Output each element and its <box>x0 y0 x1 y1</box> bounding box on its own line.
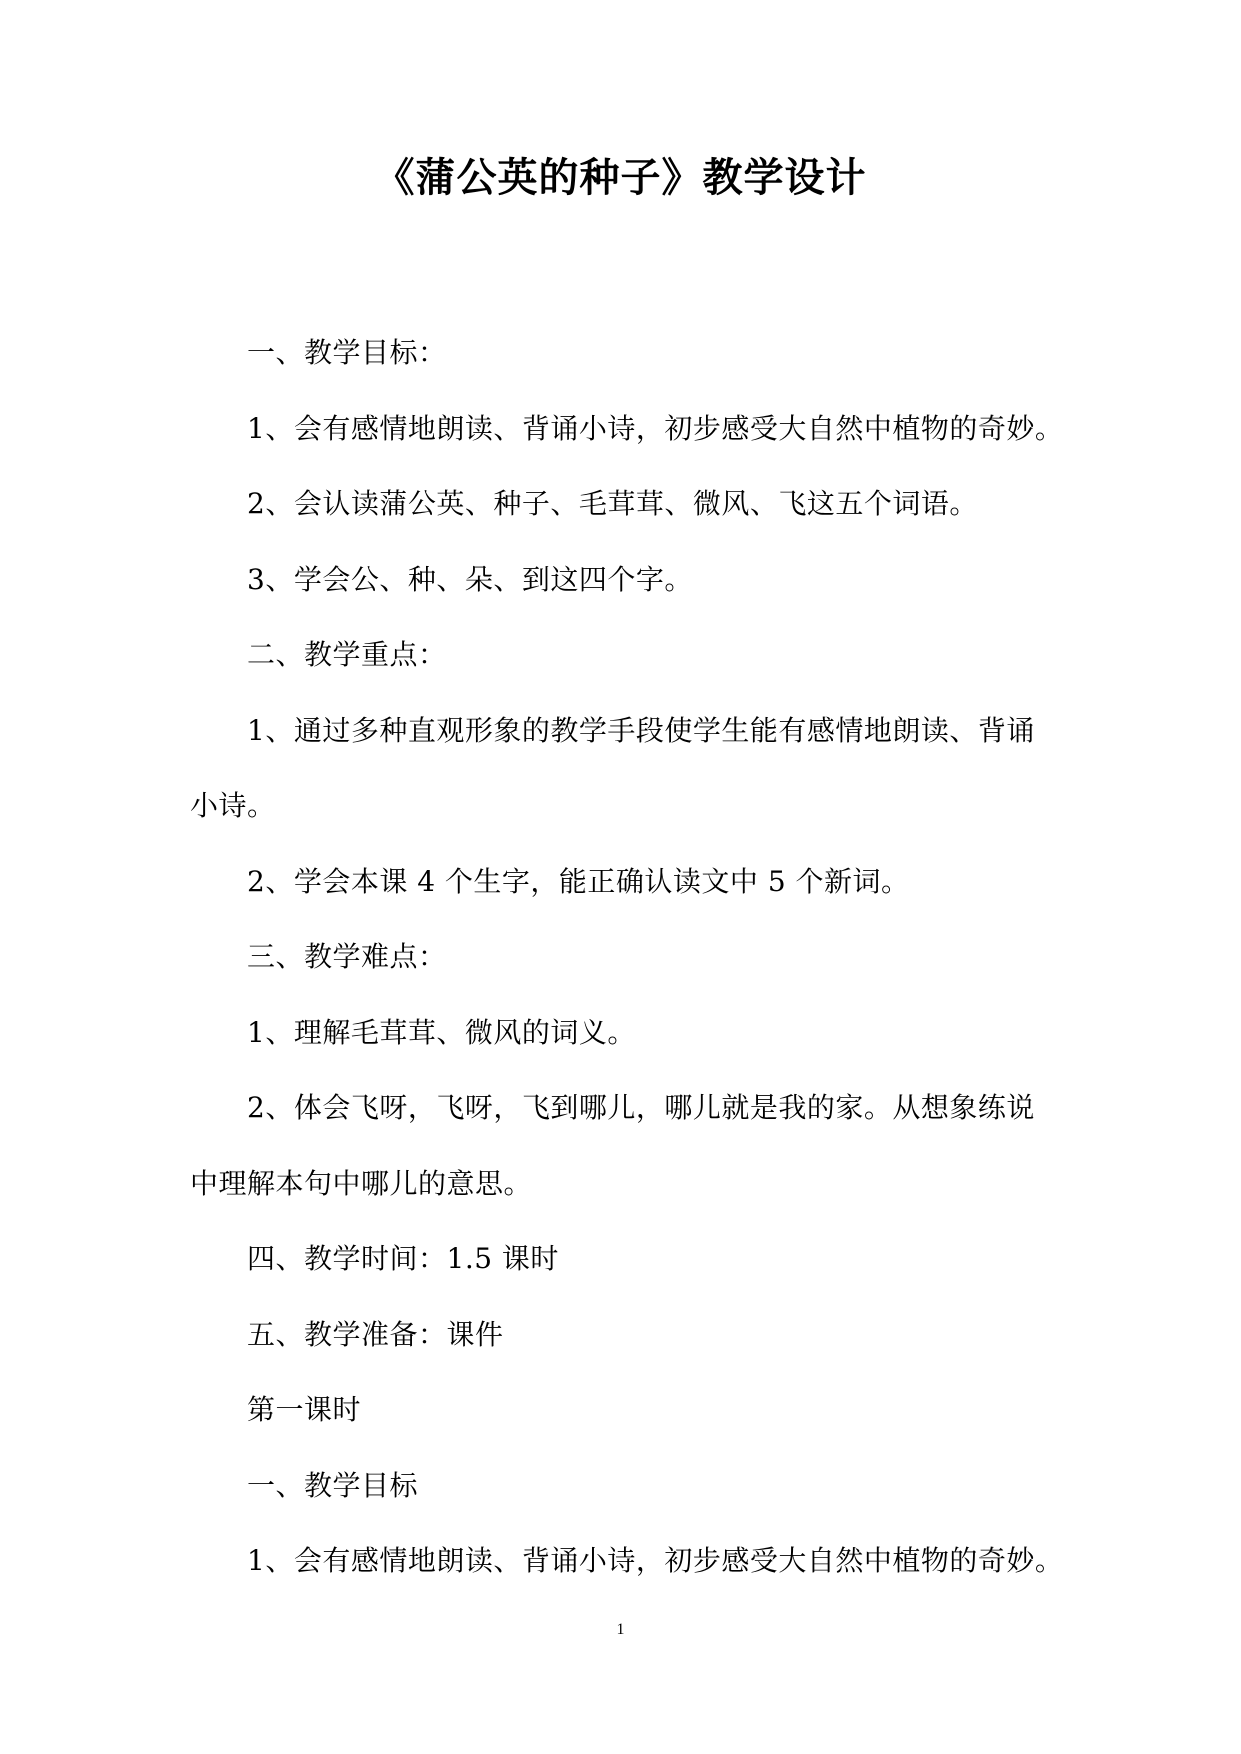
section-heading-time: 四、教学时间：1.5 课时 <box>247 1242 559 1275</box>
section-heading-difficulties: 三、教学难点： <box>247 940 447 973</box>
lesson-heading-first: 第一课时 <box>247 1393 362 1426</box>
lesson-section-heading-objectives: 一、教学目标 <box>247 1469 419 1502</box>
section-heading-key-points: 二、教学重点： <box>247 638 447 671</box>
key-point-item-1-continued: 小诗。 <box>190 789 276 822</box>
page-number: 1 <box>616 1621 625 1638</box>
objective-item-1: 1、会有感情地朗读、背诵小诗，初步感受大自然中植物的奇妙。 <box>247 412 1064 445</box>
difficulty-item-2-continued: 中理解本句中哪儿的意思。 <box>190 1167 533 1200</box>
lesson-objective-item-1: 1、会有感情地朗读、背诵小诗，初步感受大自然中植物的奇妙。 <box>247 1544 1064 1577</box>
key-point-item-1: 1、通过多种直观形象的教学手段使学生能有感情地朗读、背诵 <box>247 714 1035 747</box>
section-heading-preparation: 五、教学准备：课件 <box>247 1318 504 1351</box>
key-point-item-2: 2、学会本课 4 个生字，能正确认读文中 5 个新词。 <box>247 865 910 898</box>
difficulty-item-1: 1、理解毛茸茸、微风的词义。 <box>247 1016 636 1049</box>
document-title: 《蒲公英的种子》教学设计 <box>374 155 867 201</box>
objective-item-2: 2、会认读蒲公英、种子、毛茸茸、微风、飞这五个词语。 <box>247 487 978 520</box>
difficulty-item-2: 2、体会飞呀，飞呀，飞到哪儿，哪儿就是我的家。从想象练说 <box>247 1091 1035 1124</box>
section-heading-objectives: 一、教学目标： <box>247 336 447 369</box>
objective-item-3: 3、学会公、种、朵、到这四个字。 <box>247 563 693 596</box>
